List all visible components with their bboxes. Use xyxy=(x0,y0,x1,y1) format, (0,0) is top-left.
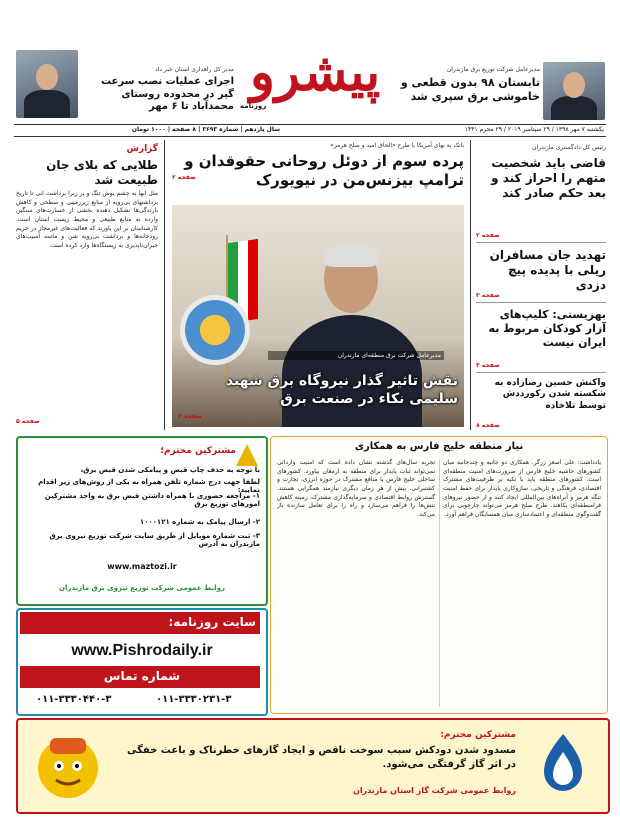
right-column xyxy=(476,140,606,432)
right-title: تابستان ۹۸ بدون قطعی و خاموشی برق سپری شد xyxy=(400,76,540,103)
rc-headline-2[interactable]: تهدید جان مسافران ریلی با پدیده پیچ دزدی xyxy=(489,248,606,292)
right-col-vrule xyxy=(470,140,471,430)
photo-overlay-caption: مدیرعامل شرکت برق منطقه‌ای مازندران xyxy=(268,351,444,360)
ad-electric-title: مشترکین محترم؛ xyxy=(160,446,236,456)
rc-kicker-1: رئیس کل دادگستری مازندران xyxy=(532,144,606,151)
date-line: یکشنبه ۷ مهر ۱۳۹۸ / ۲۹ سپتامبر ۲۰۱۹ / ۲۹ محرم ۱۴۴۱ xyxy=(464,126,604,133)
ad-gas-title: مشترکین محترم: xyxy=(440,730,516,740)
rc-pageref-3[interactable]: صفحه ۳ xyxy=(476,362,500,369)
emblem-icon xyxy=(180,295,250,365)
mascot-icon xyxy=(28,728,108,804)
ad-electric-line-3: ۱- مراجعه حضوری با همراه داشتن قبض برق به واحد مشترکین امورهای توزیع برق xyxy=(44,492,260,508)
site-label: سایت روزنامه: xyxy=(168,615,256,629)
rc-divider-3 xyxy=(476,372,606,373)
top-story-kicker: بانک به بهای آمریکا با طرح «الحاق امید و صلح هرمز» xyxy=(330,142,464,149)
rc-pageref-4[interactable]: صفحه ۸ xyxy=(476,422,500,429)
ad-electric-line-1: با توجه به حذف چاپ قبض و پیامکی شدن قبض برق، xyxy=(80,466,260,474)
photo-story-pageref[interactable]: صفحه ۳ xyxy=(178,413,202,420)
masthead xyxy=(0,0,620,125)
rc-headline-3[interactable]: بهزیستی: کلیپ‌های آزار کودکان مربوط به ایران نیست xyxy=(488,308,606,349)
pg-headline[interactable]: نیاز منطقه خلیج فارس به همکاری xyxy=(354,441,524,452)
left-pageref[interactable]: صفحه ۵ xyxy=(16,418,40,425)
site-box xyxy=(16,608,268,716)
site-url[interactable]: www.Pishrodaily.ir xyxy=(71,642,213,659)
pg-body-right: یادداشت: علی اصغر زرگر. همکاری دو جانبه و چندجانبه میان کشورهای حاشیه خلیج فارس از ضرورت‌های امنیت منطقه‌ای است. کشورهای منطقه باید با تکیه بر ظرفیت‌های مشترک اقتصادی، فرهنگی و تاریخی، سازوکاری پایدار برای حفظ امنیت تنگه هرمز و آبراه‌های بین‌المللی ایجاد کنند و از حضور نیروهای فرامنطقه‌ای بکاهند. طرح صلح هرمز می‌تواند چارچوبی برای گفت‌وگوی منطقه‌ای و اعتمادسازی میان همسایگان فراهم آورد. xyxy=(443,459,601,519)
photo-story[interactable] xyxy=(172,205,464,427)
rc-headline-1[interactable]: قاضی باید شخصیت متهم را احراز کند و بعد حکم صادر کند xyxy=(491,156,606,200)
ad-electric-line-5: ۳- ثبت شماره موبایل از طریق سایت شرکت توزیع نیروی برق مازندران به آدرس xyxy=(49,532,260,548)
top-story-headline[interactable]: پرده سوم از دوئل روحانی حقوقدان و ترامپ بیزنس‌من در نیویورک xyxy=(184,152,464,189)
issue-line: سال یازدهم | شماره ۳۶۹۳ | ۸ صفحه | ۱۰۰۰ تومان xyxy=(131,126,280,133)
left-col-vrule xyxy=(164,140,165,430)
rc-headline-4[interactable]: واکنش حسین رضازاده به شکسته شدن رکورددش توسط تلاخاده xyxy=(494,378,606,411)
logo-text: پیشرو xyxy=(249,42,381,103)
ad-electric-line-4: ۲- ارسال پیامک به شماره ۱۰۰۰۱۲۱ xyxy=(139,518,260,526)
subject-hair xyxy=(324,243,378,267)
rc-pageref-1[interactable]: صفحه ۲ xyxy=(476,232,500,239)
rc-divider-2 xyxy=(476,302,606,303)
rc-divider-1 xyxy=(476,242,606,243)
ad-electric-footer: روابط عمومی شرکت توزیع نیروی برق مازندران xyxy=(59,584,225,592)
photo-story-headline[interactable]: نقش تاثیر گذار نیروگاه برق شهید سلیمی نکاء در صنعت برق xyxy=(225,373,458,407)
pg-body-left: تجربه سال‌های گذشته نشان داده است که امنیت وارداتی نمی‌تواند ثبات پایدار برای منطقه به ارمغان بیاورد. کشورهای ساحلی خلیج فارس با منافع مشترک در حوزه انرژی، تجارت و کشتیرانی، بیش از هر زمان دیگری نیازمند همگرایی هستند. گسترش روابط اقتصادی و سرمایه‌گذاری مشترک، زمینه کاهش تنش‌ها را فراهم می‌سازد و راه را برای تعامل سازنده باز می‌کند. xyxy=(277,459,435,519)
portrait-left xyxy=(16,50,78,118)
subject-suit xyxy=(282,315,422,427)
electric-logo-icon xyxy=(236,444,258,466)
logo-sub: روزنامه xyxy=(240,102,267,110)
rc-pageref-2[interactable]: صفحه ۳ xyxy=(476,292,500,299)
portrait-right xyxy=(543,62,605,120)
ad-gas xyxy=(16,718,610,814)
contact-label: شماره تماس xyxy=(103,669,181,683)
left-kicker: گزارش xyxy=(126,144,158,154)
ad-electric xyxy=(16,436,268,606)
gas-logo-icon xyxy=(528,730,598,800)
phone-1[interactable]: ۰۱۱-۳۳۳۰۲۳۱-۳ xyxy=(156,694,232,705)
persian-gulf-article xyxy=(270,436,608,714)
date-rule-top xyxy=(14,124,606,125)
pg-col-rule xyxy=(439,459,440,707)
ad-gas-footer: روابط عمومی شرکت گاز استان مازندران xyxy=(352,786,516,795)
top-story-pageref[interactable]: صفحه ۲ xyxy=(172,174,196,181)
right-caption: مدیرعامل شرکت توزیع برق مازندران xyxy=(446,66,540,73)
ad-electric-line-2: لطفا جهت درج شماره تلفن همراه به یکی از روش‌های زیر اقدام نمایید: xyxy=(38,478,260,494)
left-headline[interactable]: طلایی که بلای جان طبیعت شد xyxy=(46,158,158,187)
ad-electric-url[interactable]: www.maztozi.ir xyxy=(107,562,177,571)
left-body: مثل آبها به چشم یوش تنگ و پر زیرا برداشت آبی تا تاریخ برداشتهای بی‌رویه از منابع زیرزمینی و سطحی و کاهش بارندگی‌ها تشکیل دهنده بخشی از خسارت‌های سنگین وارده به منابع طبیعی و محیط زیست استان است. کارشناسان بر این باورند که فعالیت‌های غیرمجاز در حریم رودخانه‌ها و برداشت بی‌رویه شن و ماسه آسیب‌های جبران‌ناپذیری به زیستگاه‌ها وارد کرده است. xyxy=(16,190,158,250)
left-caption: مدیر کل راهداری استان خبر داد xyxy=(155,66,234,73)
left-title: اجرای عملیات نصب سرعت گیر در محدوده روستای محمدآباد تا ۶ مهر xyxy=(100,76,234,112)
date-rule-bottom xyxy=(14,136,606,137)
phone-2[interactable]: ۰۱۱-۳۳۳۰۴۴۰-۳ xyxy=(36,694,112,705)
ad-gas-text: مسدود شدن دودکش سبب سوخت ناقص و ایجاد گازهای خطرناک و باعث خفگی در اثر گاز گرفتگی می‌شود. xyxy=(126,745,516,770)
